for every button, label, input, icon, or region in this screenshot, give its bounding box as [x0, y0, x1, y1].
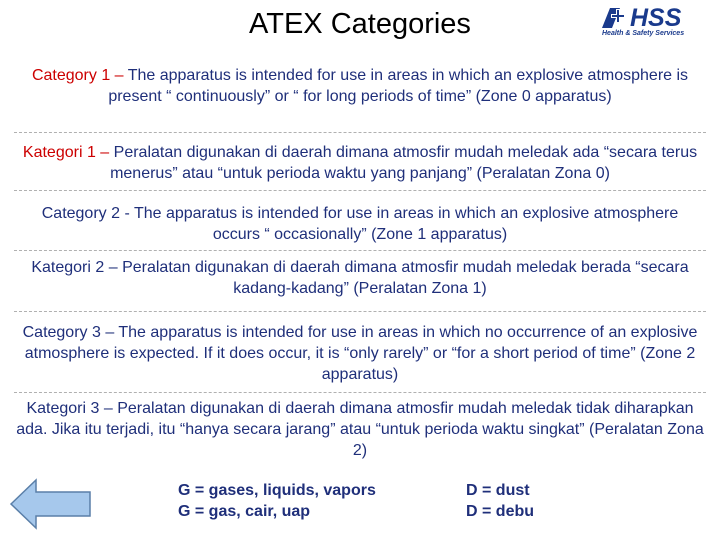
category-1-text: The apparatus is intended for use in areas in which an explosive atmosphere is present “ continuously” or “ for long periods of time” (Zone 0 apparatus) — [108, 67, 689, 105]
kategori-2-text: Peralatan digunakan di daerah dimana atmosfir mudah meledak berada “secara kadang-kadang” (Peralatan Zona 1) — [122, 259, 689, 297]
kategori-3-text: Peralatan digunakan di daerah dimana atmosfir mudah meledak tidak diharapkan ada. Jika itu terjadi, itu “hanya secara jarang” atau “untuk perioda waktu singkat” (Peralatan Zona 2) — [16, 400, 704, 459]
kategori-2-label: Kategori 2 — [31, 259, 105, 276]
kategori-3-indonesian — [16, 398, 704, 461]
legend-dust-english: D = dust — [466, 482, 530, 499]
category-1-separator: – — [110, 67, 128, 84]
hss-logo-icon — [600, 6, 630, 30]
kategori-3-label: Kategori 3 — [26, 400, 100, 417]
divider — [14, 190, 706, 192]
legend-gas — [178, 480, 376, 522]
category-3-label: Category 3 — [22, 324, 101, 341]
logo-subtitle: Health & Safety Services — [602, 30, 685, 37]
category-2-text: The apparatus is intended for use in areas in which an explosive atmosphere occurs “ occasionally” (Zone 1 apparatus) — [133, 205, 679, 243]
slide-title: ATEX Categories — [249, 8, 471, 40]
category-3-separator: – — [100, 324, 119, 341]
divider — [14, 392, 706, 394]
legend-dust — [466, 480, 534, 522]
divider — [14, 132, 706, 134]
divider — [14, 311, 706, 313]
category-1-label: Category 1 — [31, 67, 111, 84]
logo-text: HSS — [630, 4, 682, 32]
category-2-label: Category 2 — [41, 205, 120, 222]
category-3-text: The apparatus is intended for use in areas in which no occurrence of an explosive atmosphere is expected. If it does occur, it is “only rarely” or “for a short period of time” (Zone 2 apparatus) — [24, 324, 698, 383]
hss-logo — [596, 4, 714, 40]
kategori-2-indonesian — [16, 257, 704, 299]
kategori-1-label: Kategori 1 — [22, 144, 96, 161]
category-2-separator: - — [120, 205, 134, 222]
kategori-1-indonesian — [16, 142, 704, 184]
category-2-english — [16, 203, 704, 245]
kategori-2-separator: – — [104, 259, 123, 276]
kategori-3-separator: – — [99, 400, 118, 417]
divider — [14, 250, 706, 252]
legend-gas-english: G = gases, liquids, vapors — [178, 482, 376, 499]
legend-dust-indonesian: D = debu — [466, 503, 535, 520]
category-3-english — [16, 322, 704, 385]
kategori-1-separator: – — [95, 144, 114, 161]
left-arrow-icon[interactable] — [8, 476, 94, 532]
legend-gas-indonesian: G = gas, cair, uap — [178, 503, 311, 520]
category-1-english — [16, 65, 704, 107]
kategori-1-text: Peralatan digunakan di daerah dimana atmosfir mudah meledak ada “secara terus menerus” atau “untuk perioda waktu yang panjang” (Peralatan Zona 0) — [110, 144, 698, 182]
